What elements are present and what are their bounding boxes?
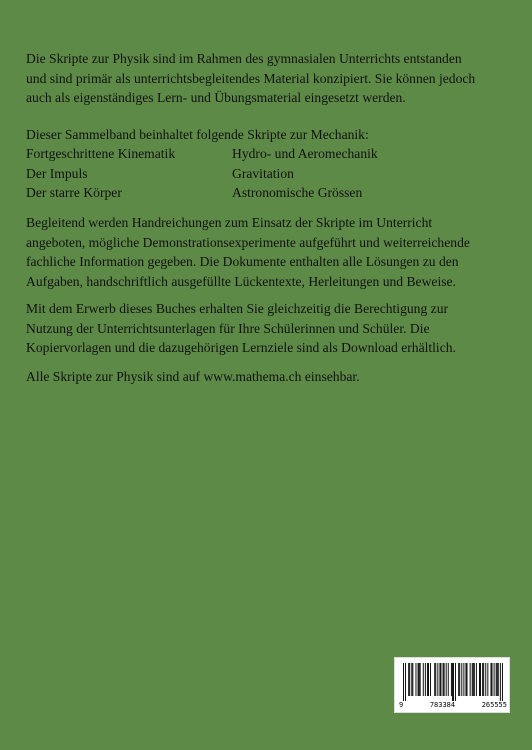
barcode-bar <box>427 663 428 696</box>
collection-intro: Dieser Sammelband beinhaltet folgende Skripte zur Mechanik: <box>26 127 369 142</box>
barcode-bar <box>408 663 409 696</box>
barcode-bar <box>444 663 445 696</box>
barcode-digits <box>399 701 507 709</box>
barcode-bars <box>403 663 503 701</box>
support-paragraph: Begleitend werden Handreichungen zum Einsatz der Skripte im Unterricht angeboten, mögliche Demonstrationsexperimente aufgeführt und weiterreichende fachliche Information gegeben. Die Dokumente enthalten alle Lösungen zu den Aufgaben, handschriftlich ausgefüllte Lückentexte, Herleitungen und Beweise. <box>26 215 470 289</box>
barcode-bar <box>441 663 442 696</box>
barcode-bar <box>420 663 421 696</box>
barcode-bar <box>461 663 462 696</box>
website-paragraph: Alle Skripte zur Physik sind auf www.mathema.ch einsehbar. <box>26 369 360 384</box>
barcode-bar <box>446 663 447 696</box>
barcode-bar <box>482 663 483 696</box>
barcode-bar <box>419 663 420 696</box>
barcode-bar <box>458 663 459 696</box>
barcode-bar <box>411 663 412 696</box>
barcode-bar <box>448 663 449 696</box>
barcode-bar <box>502 663 503 701</box>
barcode-bar <box>500 663 501 701</box>
intro-paragraph: Die Skripte zur Physik sind im Rahmen des gymnasialen Unterrichts entstanden und sind primär als unterrichtsbegleitendes Material konzipiert. Sie können jedoch auch als eigenständiges Lern- und Übungsmaterial eingesetzt werden. <box>26 51 476 105</box>
barcode-bar <box>496 663 497 696</box>
barcode-bar <box>439 663 440 696</box>
barcode-bar <box>497 663 498 696</box>
barcode-digit-first: 9 <box>399 701 404 709</box>
barcode-bar <box>463 663 464 696</box>
barcode-bar <box>455 663 456 701</box>
barcode-bar <box>435 663 436 696</box>
barcode-bar <box>430 663 431 696</box>
barcode-bar <box>416 663 417 696</box>
barcode-bar <box>428 663 429 696</box>
barcode-bar <box>487 663 488 696</box>
barcode-bar <box>479 663 480 696</box>
barcode-bar <box>473 663 474 696</box>
barcode-bar <box>491 663 492 696</box>
barcode-bar <box>403 663 404 701</box>
license-paragraph: Mit dem Erwerb dieses Buches erhalten Sie gleichzeitig die Berechtigung zur Nutzung der Unterrichtsunterlagen für Ihre Schülerinnen und Schüler. Die Kopiervorlagen und die dazugehörigen Lernziele sind als Download erhältlich. <box>26 301 456 355</box>
script-item: Astronomische Grössen <box>232 185 363 200</box>
barcode-bar <box>498 663 499 696</box>
barcode-bar <box>459 663 460 696</box>
script-item: Hydro- und Aeromechanik <box>232 146 378 161</box>
barcode-bar <box>452 663 453 701</box>
barcode-bar <box>453 663 454 701</box>
barcode-bar <box>451 663 452 696</box>
barcode-bar <box>472 663 473 696</box>
barcode-bar <box>443 663 444 696</box>
barcode-bar <box>470 663 471 696</box>
barcode-bar <box>474 663 475 696</box>
barcode-bar <box>467 663 468 696</box>
barcode-bar <box>494 663 495 696</box>
script-item: Fortgeschrittene Kinematik <box>26 146 176 161</box>
barcode-bar <box>492 663 493 696</box>
barcode-bar <box>485 663 486 696</box>
barcode-bar <box>412 663 413 696</box>
scripts-list <box>26 144 506 203</box>
barcode-bar <box>476 663 477 696</box>
barcode-bar <box>483 663 484 696</box>
isbn-barcode <box>394 657 510 713</box>
barcode-bar <box>425 663 426 696</box>
script-item: Gravitation <box>232 165 294 181</box>
barcode-bar <box>434 663 435 696</box>
barcode-digits-left: 783384 <box>429 701 456 709</box>
barcode-bar <box>409 663 410 696</box>
barcode-bar <box>418 663 419 696</box>
barcode-bar <box>437 663 438 696</box>
barcode-bar <box>480 663 481 696</box>
script-item: Der Impuls <box>26 165 88 181</box>
barcode-bar <box>466 663 467 696</box>
barcode-bar <box>405 663 406 701</box>
barcode-bar <box>423 663 424 696</box>
barcode-digits-right: 265555 <box>481 701 507 709</box>
script-item: Der starre Körper <box>26 185 122 200</box>
